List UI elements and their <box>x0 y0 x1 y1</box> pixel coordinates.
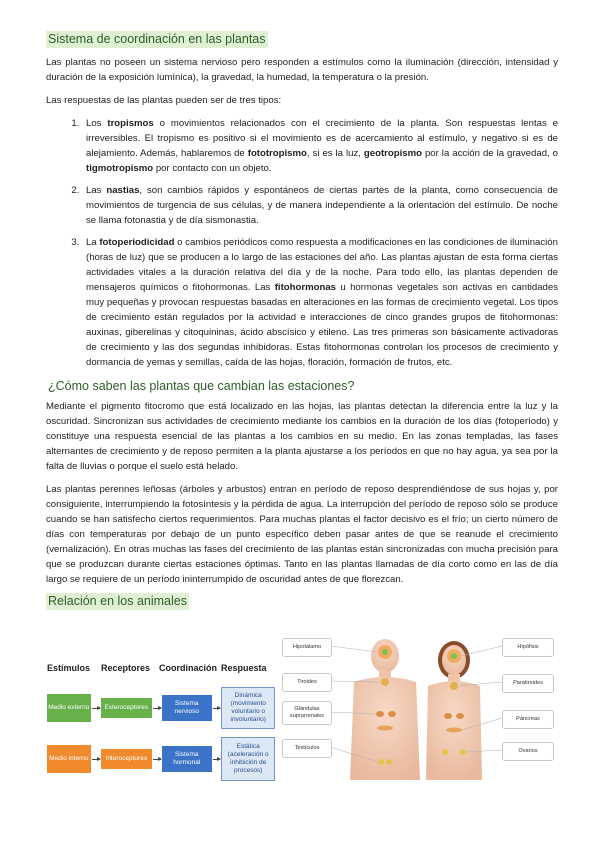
box-respuesta-dinamica: Dinámica (movimiento voluntario o involuntario) <box>221 687 275 729</box>
list-item-fotoperiodicidad: 3. La fotoperiodicidad o cambios periódicos como respuesta a modificaciones en las condiciones de iluminación (horas de luz) que se producen a lo largo de las estaciones del año. Las plantas ajustan de esta forma ciertas actividades vitales a la duración relativa del día y de la noche. Para todo ello, las plantas dependen de mensajeros químicos o fitohormonas. Las fitohormonas u hormonas vegetales son activas en cantidades muy pequeñas y provocan respuestas basadas en alteraciones en las formas de crecimiento vegetal. Los tipos de crecimiento están regulados por la actividad e interacciones de cinco grandes grupos de fitohormonas: auxinas, giberelinas y citoquininas, ácido abscísico y etileno. Las tres primeras son básicamente activadoras de crecimiento y las dos segundas inhibidoras. Estas fitohormonas controlan los procesos de crecimiento y dormancia de yemas y semillas, caída de las hojas, floración, formación de frutos, etc. <box>82 235 558 370</box>
paragraph-intro: Las plantas no poseen un sistema nervioso pero responden a estímulos como la iluminación (dirección, intensidad y duración de la exposición lumínica), la gravedad, la humedad, la temperatura o la presión. <box>46 57 558 83</box>
box-exteroceptores: Exteroceptores <box>101 698 153 718</box>
box-medio-interno: Medio interno <box>47 745 91 773</box>
section-heading-seasons: ¿Cómo saben las plantas que cambian las estaciones? <box>48 379 355 393</box>
arrow-icon <box>153 759 161 760</box>
diagram-header-stimuli: Estímulos <box>47 663 91 673</box>
label-pancreas: Páncreas <box>502 710 554 729</box>
label-glandulas-suprarrenales: Glándulas suprarrenales <box>282 701 332 725</box>
arrow-icon <box>92 759 100 760</box>
female-figure <box>426 641 482 780</box>
male-figure <box>350 639 420 780</box>
box-sistema-hormonal: Sistema hormonal <box>162 746 212 772</box>
diagram-header-response: Respuesta <box>221 663 267 673</box>
label-hipofisis: Hipófisis <box>502 638 554 657</box>
box-sistema-nervioso: Sistema nervioso <box>162 695 212 721</box>
box-respuesta-estatica: Estática (aceleración o inhibición de procesos) <box>221 737 275 781</box>
label-hipotalamo: Hipotálamo <box>282 638 332 657</box>
diagram-row-internal <box>47 737 275 781</box>
box-medio-externo: Medio externo <box>47 694 91 722</box>
coordination-diagram <box>47 663 275 781</box>
list-item-nastias: 2. Las nastias, son cambios rápidos y espontáneos de ciertas partes de la planta, como consecuencia de movimientos de turgencia de sus células, y de manera independiente a la orientación del estímulo. De noche se llama fotonastia y de día sismonastia. <box>82 183 558 228</box>
label-paratiroides: Paratiroides <box>502 674 554 693</box>
arrow-icon <box>153 708 161 709</box>
box-interoceptores: Interoceptores <box>101 749 153 769</box>
label-tiroides: Tiroides <box>282 673 332 692</box>
endocrine-figure <box>282 630 562 780</box>
diagram-header-coordination: Coordinación <box>159 663 217 673</box>
diagram-row-external <box>47 687 275 729</box>
document-page <box>46 30 558 610</box>
diagram-header-receptors: Receptores <box>101 663 151 673</box>
arrow-icon <box>92 708 100 709</box>
section-heading-animals: Relación en los animales <box>48 594 187 608</box>
response-types-list <box>46 116 558 370</box>
label-testiculos: Testículos <box>282 739 332 758</box>
list-item-tropismos: 1. Los tropismos o movimientos relacionados con el crecimiento de la planta. Son respuestas lentas e irreversibles. El tropismo es positivo si el movimiento es de acercamiento al estímulo, y negativo si es de alejamiento. Además, hablaremos de fototropismo, si es la luz, geotropismo por la acción de la gravedad, o tigmotropismo por contacto con un objeto. <box>82 116 558 176</box>
paragraph-seasons-2: Las plantas perennes leñosas (árboles y arbustos) entran en período de reposo desprendiéndose de sus hojas y, por consiguiente, interrumpiendo la fotosíntesis y la pérdida de agua. La interrupción del período de reposo sólo se produce cuando se han satisfecho ciertos requerimientos. Para muchas plantas el factor decisivo es el frío; un cierto número de días con temperaturas por debajo de un punto específico deben pasar antes de que se reanude el crecimiento (vernalización). En otras muchas las fases del crecimiento de las plantas están sincronizadas con mucha precisión para que se produzcan durante ciertas estaciones óptimas. Tanto en las plantas llamadas de día corto como en las de día largo se requiere de un período ininterrumpido de oscuridad antes de que florezcan. <box>46 484 558 585</box>
paragraph-seasons-1: Mediante el pigmento fitocromo que está localizado en las hojas, las plantas detectan la diferencia entre la luz y la oscuridad. Sincronizan sus actividades de crecimiento mediante los cambios en la duración de los días (fotoperíodo) y constituye una respuesta esencial de las plantas a los cambios en su medio. En las zonas templadas, las fases alternantes de crecimiento y de reposo permiten a la planta ajustarse a los períodos en que no hay agua, ya sea por la falta de lluvias o porque el suelo está helado. <box>46 401 558 472</box>
diagram-header-row <box>47 663 275 673</box>
label-ovarios: Ovarios <box>502 742 554 761</box>
arrow-icon <box>213 759 221 760</box>
section-heading-plants: Sistema de coordinación en las plantas <box>48 32 266 46</box>
paragraph-types-intro: Las respuestas de las plantas pueden ser de tres tipos: <box>46 95 282 106</box>
arrow-icon <box>213 708 221 709</box>
